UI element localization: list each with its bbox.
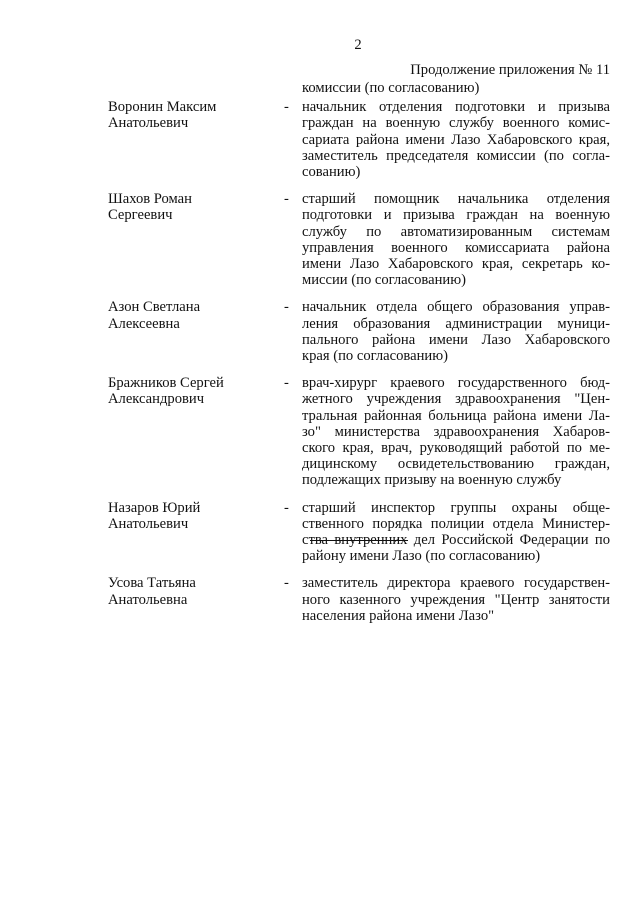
member-surname-first: Шахов Роман [108,191,192,208]
member-position-line: жетного учреждения здравоохранения "Цен- [302,391,610,408]
commission-member-list [108,80,610,635]
intro-line: комиссии (по согласованию) [302,80,480,96]
member-position-line: сариата района имени Лазо Хабаровского края, [302,131,610,148]
member-patronymic: Александрович [108,391,205,408]
member-position-line: подготовки и призыва граждан на военную [302,207,610,224]
member-position-line: начальник отделения подготовки и призыва [302,99,610,116]
member-dash: - [284,575,289,592]
member-position-line: подлежащих призыву на военную службу [302,472,562,489]
member-dash: - [284,99,289,116]
member-position-line: пального района имени Лазо Хабаровского [302,331,610,348]
member-dash: - [284,375,289,392]
member-entry [108,191,610,288]
member-position-line: ства внутренних дел Российской Федерации по [302,532,610,549]
member-position [302,500,610,565]
member-position-line: заместитель председателя комиссии (по согла- [302,147,610,164]
member-position-line: управления военного комиссариата района [302,239,610,256]
member-position-line: врач-хирург краевого государственного бюд- [302,375,610,392]
member-position-line: ления образования администрации муници- [302,315,610,332]
member-position-line: начальник отдела общего образования управ- [302,299,610,316]
member-position-line: сованию) [302,164,361,181]
member-position-line: старший инспектор группы охраны обще- [302,499,610,516]
member-position-line: ственного порядка полиции отдела Министер- [302,515,610,532]
member-patronymic: Анатольевна [108,591,188,608]
member-name [108,99,284,180]
member-surname-first: Азон Светлана [108,299,201,316]
continuation-label: Продолжение приложения № 11 [410,62,610,78]
divider-line [310,540,408,541]
member-position-line: миссии (по согласованию) [302,272,466,289]
member-name [108,299,284,364]
members-container [108,99,610,624]
member-patronymic: Алексеевна [108,315,180,332]
member-surname-first: Усова Татьяна [108,575,196,592]
member-patronymic: Сергеевич [108,207,173,224]
member-surname-first: Воронин Максим [108,99,217,116]
member-entry [108,375,610,488]
member-dash: - [284,299,289,316]
member-position-line: заместитель директора краевого государствен- [302,575,610,592]
member-position-line: району имени Лазо (по согласованию) [302,548,541,565]
member-entry [108,500,610,565]
member-position-line: старший помощник начальника отделения [302,191,610,208]
member-position [302,575,610,624]
member-position [302,299,610,364]
member-name [108,375,284,488]
member-position-line: дицинскому освидетельствованию граждан, [302,456,610,473]
member-position-line: службу по автоматизированным системам [302,223,610,240]
member-name [108,191,284,288]
member-entry [108,99,610,180]
member-position-line: зо" министерства здравоохранения Хабаров- [302,423,610,440]
member-dash: - [284,191,289,208]
member-position [302,99,610,180]
member-entry [108,575,610,624]
member-name [108,575,284,624]
page-number: 2 [354,37,362,53]
member-position [302,375,610,488]
member-position-line: края (по согласованию) [302,348,448,365]
member-name [108,500,284,565]
member-patronymic: Анатольевич [108,515,189,532]
member-entry [108,299,610,364]
member-patronymic: Анатольевич [108,115,189,132]
member-position-line: граждан на военную службу военного комис- [302,115,610,132]
member-position [302,191,610,288]
member-position-line: ного казенного учреждения "Центр занятости [302,591,610,608]
member-surname-first: Назаров Юрий [108,499,201,516]
member-position-line: ского края, врач, руководящий работой по ме- [302,440,610,457]
member-surname-first: Бражников Сергей [108,375,224,392]
intro-entry [108,80,610,96]
member-position-line: имени Лазо Хабаровского края, секретарь ко- [302,256,610,273]
member-position-line: тральная районная больница района имени Ла- [302,407,610,424]
member-dash: - [284,499,289,516]
member-position-line: населения района имени Лазо" [302,607,495,624]
